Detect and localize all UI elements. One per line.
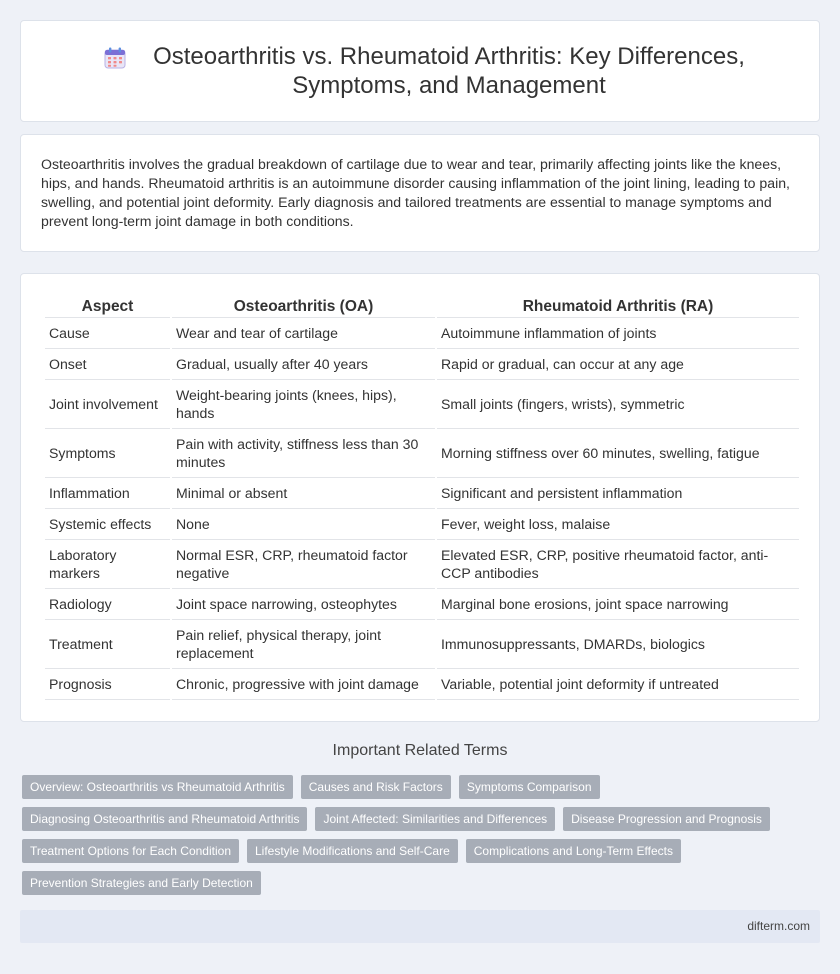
row-oa: Weight-bearing joints (knees, hips), hands [172, 380, 435, 429]
related-term-tag[interactable]: Lifestyle Modifications and Self-Care [247, 839, 458, 863]
row-oa: Chronic, progressive with joint damage [172, 669, 435, 700]
row-ra: Marginal bone erosions, joint space narrowing [437, 589, 799, 620]
related-term-tag[interactable]: Symptoms Comparison [459, 775, 600, 799]
row-oa: Minimal or absent [172, 478, 435, 509]
related-term-tag[interactable]: Causes and Risk Factors [301, 775, 451, 799]
row-oa: Joint space narrowing, osteophytes [172, 589, 435, 620]
row-aspect: Systemic effects [45, 509, 170, 540]
row-aspect: Cause [45, 318, 170, 349]
row-aspect: Laboratory markers [45, 540, 170, 589]
row-ra: Variable, potential joint deformity if untreated [437, 669, 799, 700]
header-rheumatoid-arthritis: Rheumatoid Arthritis (RA) [437, 294, 799, 318]
related-term-tag[interactable]: Overview: Osteoarthritis vs Rheumatoid Arthritis [22, 775, 293, 799]
intro-card [20, 134, 820, 252]
row-oa: Pain relief, physical therapy, joint replacement [172, 620, 435, 669]
row-ra: Immunosuppressants, DMARDs, biologics [437, 620, 799, 669]
row-aspect: Inflammation [45, 478, 170, 509]
related-term-tag[interactable]: Prevention Strategies and Early Detection [22, 871, 261, 895]
table-row [45, 380, 799, 429]
row-aspect: Treatment [45, 620, 170, 669]
calendar-icon [103, 46, 127, 70]
row-aspect: Prognosis [45, 669, 170, 700]
row-aspect: Symptoms [45, 429, 170, 478]
table-header-row [45, 294, 799, 318]
row-ra: Rapid or gradual, can occur at any age [437, 349, 799, 380]
related-term-tag[interactable]: Diagnosing Osteoarthritis and Rheumatoid Arthritis [22, 807, 307, 831]
related-term-tag[interactable]: Disease Progression and Prognosis [563, 807, 770, 831]
table-row [45, 540, 799, 589]
related-terms-list [22, 775, 812, 895]
row-oa: Wear and tear of cartilage [172, 318, 435, 349]
row-aspect: Onset [45, 349, 170, 380]
header-aspect: Aspect [45, 294, 170, 318]
row-ra: Small joints (fingers, wrists), symmetric [437, 380, 799, 429]
row-oa: None [172, 509, 435, 540]
table-row [45, 509, 799, 540]
row-ra: Elevated ESR, CRP, positive rheumatoid factor, anti-CCP antibodies [437, 540, 799, 589]
related-term-tag[interactable]: Treatment Options for Each Condition [22, 839, 239, 863]
table-row [45, 589, 799, 620]
related-term-tag[interactable]: Complications and Long-Term Effects [466, 839, 681, 863]
table-row [45, 429, 799, 478]
row-oa: Gradual, usually after 40 years [172, 349, 435, 380]
row-ra: Morning stiffness over 60 minutes, swelling, fatigue [437, 429, 799, 478]
intro-paragraph: Osteoarthritis involves the gradual breakdown of cartilage due to wear and tear, primarily affecting joints like the knees, hips, and hands. Rheumatoid arthritis is an autoimmune disorder causing inflammation of the joint lining, leading to pain, swelling, and potential joint deformity. Early diagnosis and tailored treatments are essential to manage symptoms and prevent long-term joint damage in both conditions. [41, 156, 790, 229]
row-aspect: Radiology [45, 589, 170, 620]
table-row [45, 478, 799, 509]
comparison-table-card [20, 273, 820, 722]
table-row [45, 620, 799, 669]
row-ra: Fever, weight loss, malaise [437, 509, 799, 540]
title-card [20, 20, 820, 122]
row-ra: Autoimmune inflammation of joints [437, 318, 799, 349]
table-row [45, 349, 799, 380]
table-row [45, 669, 799, 700]
row-oa: Normal ESR, CRP, rheumatoid factor negative [172, 540, 435, 589]
footer [20, 910, 820, 943]
comparison-table [43, 294, 801, 700]
page-title: Osteoarthritis vs. Rheumatoid Arthritis: Key Differences, Symptoms, and Management [153, 43, 745, 99]
header-osteoarthritis: Osteoarthritis (OA) [172, 294, 435, 318]
related-term-tag[interactable]: Joint Affected: Similarities and Differences [315, 807, 555, 831]
row-ra: Significant and persistent inflammation [437, 478, 799, 509]
footer-site-link[interactable]: difterm.com [747, 919, 810, 933]
row-oa: Pain with activity, stiffness less than 30 minutes [172, 429, 435, 478]
row-aspect: Joint involvement [45, 380, 170, 429]
related-terms-title: Important Related Terms [332, 742, 508, 759]
table-row [45, 318, 799, 349]
